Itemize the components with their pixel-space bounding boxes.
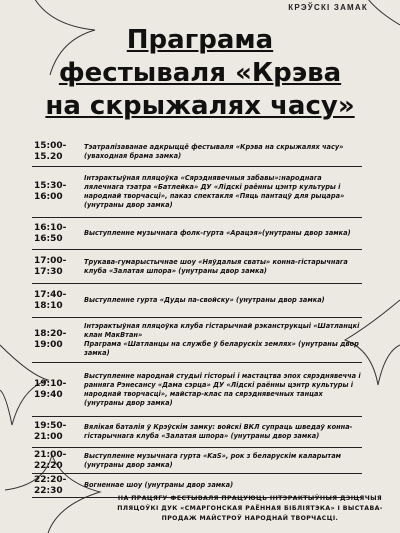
title-line-1: Праграма [126,25,274,55]
schedule-description: Інтэрактыўная пляцоўка «Сярэднявечныя забавы»:народнага лялечнага тэатра «Батлейка» ДУ «Лідскі раённы цэнтр культуры і народнай творчасці», паказ спектакля «Пяць пантацў для рыцара» (унутраны двор замка) [84,174,345,209]
schedule-row [32,137,362,167]
schedule-row [32,318,362,363]
schedule-time: 18:20- 19:00 [34,329,67,350]
schedule-time: 21:00- 22:20 [34,449,67,471]
schedule-description: Выступленне народнай студыі гісторыі і мастацтва эпох сярэднявечча і ранняга Рэнесансу «Дама сэрца» ДУ «Лідскі раённы цэнтр культуры і народнай творчасці», майстар-клас па сярэднявечных танцах (унутраны двор замка) [84,371,361,407]
schedule-time: 17:00- 17:30 [34,255,67,277]
title-line-3: на скрыжалях часу» [45,91,355,121]
schedule-time: 15:00- 15.20 [34,140,67,162]
footer-note: НА ПРАЦЯГУ ФЕСТЫВАЛЯ ПРАЦУЮЦЬ ІНТЭРАКТЫЎНЫЯ ДЗІЦЯЧЫЯ ПЛЯЦОЎКІ ДУК «СМАРГОНСКАЯ РАЁННАЯ БІБЛІЯТЭКА» І ВЫСТАВА-ПРОДАЖ МАЙСТРОЎ НАРОДНАЙ ТВОРЧАСЦІ. [117,495,383,522]
schedule-time: 19:50- 21:00 [34,421,67,442]
brand-label: КРЭЎСКІ ЗАМАК [288,3,368,12]
schedule-description: Выступленне гурта «Дуды па-свойску» (унутраны двор замка) [84,296,325,304]
schedule-time: 17:40- 18:10 [34,289,67,311]
schedule-description: Трукава-гумарыстычнае шоу «Няўдалыя сваты» конна-гістарычнага клуба «Залатая шпора» (унутраны двор замка) [84,257,348,275]
schedule-row [32,417,362,448]
schedule-time: 16:10- 16:50 [34,222,67,244]
schedule-time: 22:20- 22:30 [34,474,67,496]
schedule-description: Вогненнае шоу (унутраны двор замка) [84,481,234,489]
schedule-description: Выступленне музычнага фолк-гурта «Арацэя»(унутраны двор замка) [84,229,351,237]
page-title [0,24,400,123]
schedule-row [32,284,362,318]
decorative-star-top-right [365,0,400,25]
schedule-description: Вялікая баталія ў Крэўскім замку: войскі ВКЛ супраць шведаў конна-гістарычнага клуба «Залатая шпора» (унутраны двор замка) [84,423,353,440]
schedule-description: Выступленне музычнага гурта «KaS», рок з беларускім каларытам (унутраны двор замка) [84,451,342,469]
title-line-2: фестываля «Крэва [58,58,342,88]
schedule-row [32,448,362,474]
schedule-time: 19:10- 19:40 [34,378,67,400]
schedule-row [32,363,362,417]
schedule-row [32,250,362,284]
schedule-description: Інтэрактыўная пляцоўка клуба гістарычнай рэканструкцыі «Шатланцкі клан МакВтан» Праграма «Шатланцы на службе ў беларускіх землях» (унутраны двор замка) [84,322,360,357]
schedule-row [32,167,362,218]
schedule-row [32,218,362,250]
schedule-time: 15:30- 16:00 [34,181,67,202]
schedule-description: Тэатралізаванае адкрыццё фестываля «Крэва на скрыжалях часу» (уваходная брама замка) [84,142,344,160]
schedule-table [32,137,362,498]
